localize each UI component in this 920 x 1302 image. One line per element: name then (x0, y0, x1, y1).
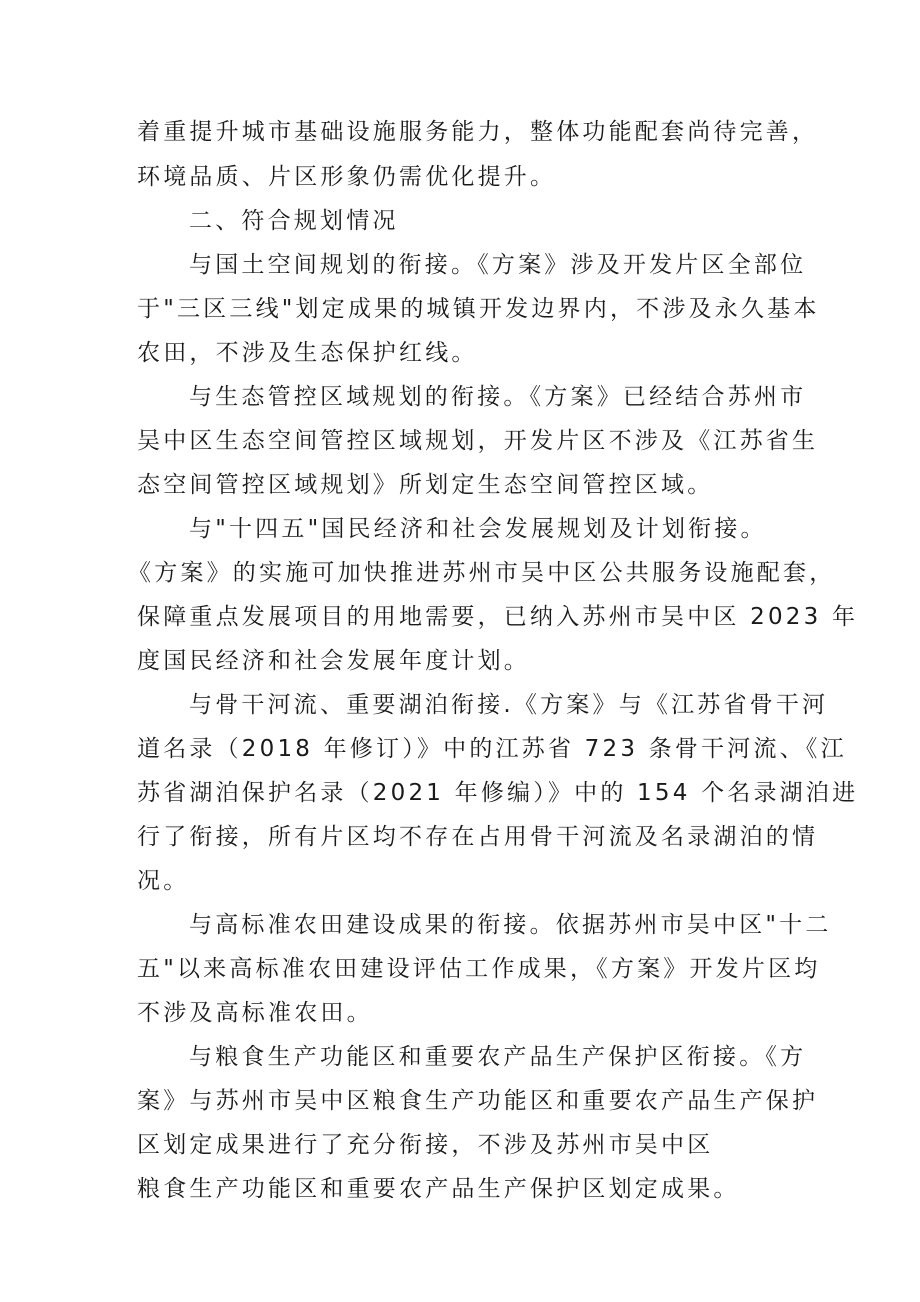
paragraph-line: 粮食生产功能区和重要农产品生产保护区划定成果。 (137, 1176, 740, 1202)
section-heading: 二、符合规划情况 (189, 208, 399, 234)
paragraph-line: 保障重点发展项目的用地需要，已纳入苏州市吴中区 2023 年 (137, 604, 859, 630)
paragraph-line: 行了衔接，所有片区均不存在占用骨干河流及名录湖泊的情 (137, 824, 819, 850)
paragraph-line: 环境品质、片区形象仍需优化提升。 (137, 164, 557, 190)
paragraph-line: 态空间管控区域规划》所划定生态空间管控区域。 (137, 472, 714, 498)
paragraph-line: 道名录（2018 年修订）》中的江苏省 723 条骨干河流、《江 (137, 736, 847, 762)
paragraph-line: 与"十四五"国民经济和社会发展规划及计划衔接。 (189, 516, 767, 542)
paragraph-line: 苏省湖泊保护名录（2021 年修编）》中的 154 个名录湖泊进 (137, 780, 859, 806)
paragraph-line: 吴中区生态空间管控区域规划，开发片区不涉及《江苏省生 (137, 428, 819, 454)
paragraph-line: 与高标准农田建设成果的衔接。依据苏州市吴中区"十二 (189, 912, 832, 938)
paragraph-line: 与生态管控区域规划的衔接。《方案》已经结合苏州市 (189, 384, 807, 410)
paragraph-line: 区划定成果进行了充分衔接，不涉及苏州市吴中区 (137, 1132, 714, 1158)
paragraph-line: 《方案》的实施可加快推进苏州市吴中区公共服务设施配套， (128, 560, 836, 586)
paragraph-line: 不涉及高标准农田。 (137, 1000, 373, 1026)
paragraph-line: 与国土空间规划的衔接。《方案》涉及开发片区全部位 (189, 252, 807, 278)
paragraph-line: 与骨干河流、重要湖泊衔接.《方案》与《江苏省骨干河 (189, 692, 829, 718)
paragraph-line: 度国民经济和社会发展年度计划。 (137, 648, 530, 674)
paragraph-line: 着重提升城市基础设施服务能力，整体功能配套尚待完善， (137, 119, 819, 145)
paragraph-line: 农田，不涉及生态保护红线。 (137, 340, 478, 366)
paragraph-line: 于"三区三线"划定成果的城镇开发边界内，不涉及永久基本 (137, 296, 820, 322)
paragraph-line: 五"以来高标准农田建设评估工作成果，《方案》开发片区均 (137, 956, 821, 982)
paragraph-line: 案》与苏州市吴中区粮食生产功能区和重要农产品生产保护 (137, 1088, 819, 1114)
paragraph-line: 况。 (137, 868, 190, 894)
paragraph-line: 与粮食生产功能区和重要农产品生产保护区衔接。《方 (189, 1044, 807, 1070)
